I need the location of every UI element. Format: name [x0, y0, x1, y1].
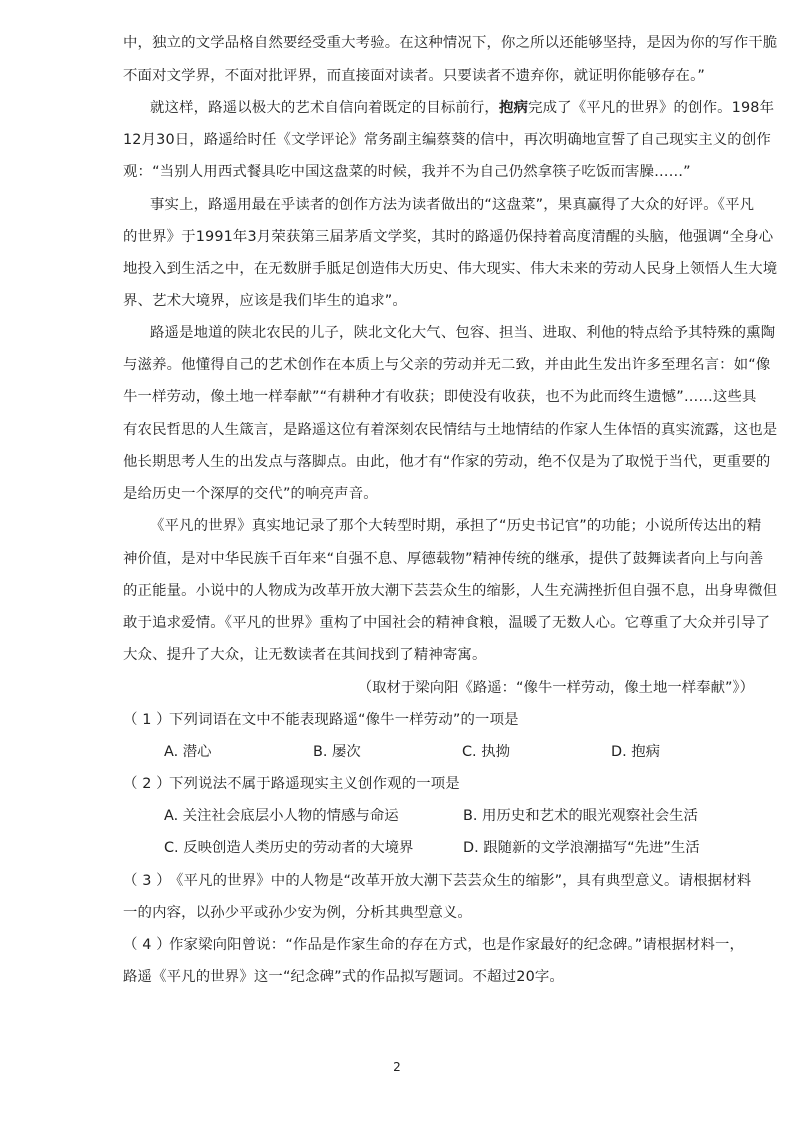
text-line: 的正能量。小说中的人物成为改革开放大潮下芸芸众生的缩影，人生充满挫折但自强不息，出身卑微但	[123, 583, 778, 599]
text-segment: 就这样，路遥以极大的艺术自信向着既定的目标前行，	[150, 100, 499, 116]
question-3-continued: 一的内容，以孙少平或孙少安为例，分析其典型意义。	[123, 905, 472, 921]
question-1	[123, 710, 763, 730]
text-line: 的世界》于1991年3月荣获第三届茅盾文学奖，其时的路遥仍保持着高度清醒的头脑，他强调“全身心	[123, 229, 774, 245]
option-b: B. 用历史和艺术的眼光观察社会生活	[463, 808, 698, 824]
question-4-continued: 路遥《平凡的世界》这一“纪念碑”式的作品拟写题词。不超过20字。	[123, 969, 564, 985]
option-c: C. 执拗	[462, 744, 510, 760]
option-a: A. 关注社会底层小人物的情感与命运	[164, 808, 399, 824]
bold-word: 抱病	[498, 100, 529, 116]
page-number: 2	[393, 1060, 401, 1074]
text-line: 12月30日，路遥给时任《文学评论》常务副主编蔡葵的信中，再次明确地宣誓了自己现实主义的创作	[123, 132, 771, 148]
text-line: 观：“当别人用西式餐具吃中国这盘菜的时候，我并不为自己仍然拿筷子吃饭而害臊……”	[123, 164, 691, 180]
question-text: 作家梁向阳曾说：“作品是作家生命的存在方式，也是作家最好的纪念碑。”请根据材料一，	[169, 937, 745, 953]
text-line: 有农民哲思的人生箴言，是路遥这位有着深刻农民情结与土地情结的作家人生体悟的真实流露，这也是	[123, 422, 778, 438]
text-line: 他长期思考人生的出发点与落脚点。由此，他才有“作家的劳动，绝不仅是为了取悦于当代，更重要的	[123, 454, 771, 470]
text-line: 路遥是地道的陕北农民的儿子，陕北文化大气、包容、担当、进取、利他的特点给予其特殊的熏陶	[150, 325, 776, 341]
question-number: （ 3 ）	[123, 873, 171, 889]
question-text: 《平凡的世界》中的人物是“改革开放大潮下芸芸众生的缩影”，具有典型意义。请根据材料	[169, 873, 752, 889]
text-line: 事实上，路遥用最在乎读者的创作方法为读者做出的“这盘菜”，果真赢得了大众的好评。《平凡	[150, 197, 755, 213]
question-number: （ 2 ）	[123, 776, 171, 792]
text-line: 牛一样劳动，像土地一样奉献”“有耕种才有收获；即使没有收获，也不为此而终生遗憾”……这些具	[123, 389, 757, 405]
question-2	[123, 774, 763, 794]
question-number: （ 4 ）	[123, 937, 171, 953]
text-line: 地投入到生活之中，在无数胼手胝足创造伟大历史、伟大现实、伟大未来的劳动人民身上领悟人生大境	[123, 261, 778, 277]
option-a: A. 潜心	[164, 744, 212, 760]
text-line: 不面对文学界，不面对批评界，而直接面对读者。只要读者不遗弃你，就证明你能够存在。”	[123, 68, 706, 84]
option-d: D. 跟随新的文学浪潮描写“先进”生活	[463, 840, 700, 856]
question-3	[123, 871, 763, 891]
text-line	[150, 98, 775, 118]
question-text: 下列说法不属于路遥现实主义创作观的一项是	[169, 776, 460, 792]
text-line: 《平凡的世界》真实地记录了那个大转型时期，承担了“历史书记官”的功能；小说所传达出的精	[150, 518, 762, 534]
option-b: B. 屡次	[313, 744, 361, 760]
question-number: （ 1 ）	[123, 712, 171, 728]
text-line: 神价值，是对中华民族千百年来“自强不息、厚德载物”精神传统的继承，提供了鼓舞读者向上与向善	[123, 551, 764, 567]
source-citation: （取材于梁向阳《路遥：“像牛一样劳动，像土地一样奉献”》）	[357, 680, 754, 696]
text-line: 中，独立的文学品格自然要经受重大考验。在这种情况下，你之所以还能够坚持，是因为你的写作干脆	[123, 35, 778, 51]
text-line: 大众、提升了大众，让无数读者在其间找到了精神寄寓。	[123, 647, 487, 663]
text-line: 界、艺术大境界，应该是我们毕生的追求”。	[123, 293, 407, 309]
option-c: C. 反映创造人类历史的劳动者的大境界	[164, 840, 414, 856]
text-segment: 完成了《平凡的世界》的创作。198年	[528, 100, 775, 116]
option-d: D. 抱病	[611, 744, 661, 760]
text-line: 是给历史一个深厚的交代”的响亮声音。	[123, 486, 378, 502]
question-4	[123, 935, 763, 955]
text-line: 敢于追求爱情。《平凡的世界》重构了中国社会的精神食粮，温暖了无数人心。它尊重了大众并引导了	[123, 615, 771, 631]
question-text: 下列词语在文中不能表现路遥“像牛一样劳动”的一项是	[169, 712, 519, 728]
text-line: 与滋养。他懂得自己的艺术创作在本质上与父亲的劳动并无二致，并由此生发出许多至理名言：如“像	[123, 357, 771, 373]
